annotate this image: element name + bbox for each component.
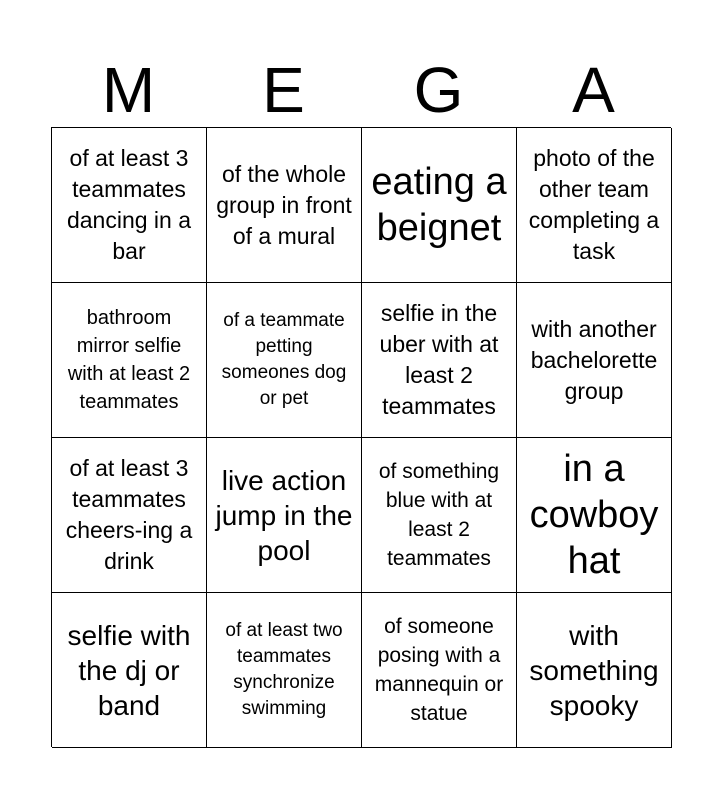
cell-text: of at least 3 teammates dancing in a bar	[66, 145, 192, 264]
cell-text: eating a beignet	[371, 161, 507, 249]
cell-text: of the whole group in front of a mural	[216, 160, 352, 249]
cell-text: of at least 3 teammates cheers-ing a drink	[65, 455, 193, 574]
cell-text: photo of the other team completing a task	[528, 145, 660, 264]
bingo-cell-r3-c2[interactable]	[207, 438, 362, 593]
bingo-cell-r4-c1[interactable]	[52, 593, 207, 748]
cell-text: of something blue with at least 2 teammates	[378, 460, 500, 570]
cell-text: live action jump in the pool	[215, 464, 353, 566]
cell-text: in a cowboy hat	[529, 448, 659, 582]
cell-text: with another bachelorette group	[530, 315, 658, 404]
cell-text: selfie in the uber with at least 2 teammates	[379, 300, 499, 419]
header-letter-e: E	[262, 54, 305, 126]
bingo-cell-r2-c1[interactable]	[52, 283, 207, 438]
cell-text: bathroom mirror selfie with at least 2 teammates	[67, 307, 191, 413]
bingo-grid	[51, 127, 671, 747]
bingo-cell-r3-c4[interactable]	[517, 438, 672, 593]
header-letter-g: G	[413, 54, 464, 126]
bingo-header	[51, 55, 671, 125]
cell-text: with something spooky	[529, 619, 659, 721]
bingo-cell-r3-c3[interactable]	[362, 438, 517, 593]
bingo-cell-r4-c3[interactable]	[362, 593, 517, 748]
bingo-cell-r1-c3[interactable]	[362, 128, 517, 283]
bingo-cell-r2-c4[interactable]	[517, 283, 672, 438]
cell-text: of at least two teammates synchronize swimming	[225, 620, 343, 719]
bingo-cell-r1-c2[interactable]	[207, 128, 362, 283]
bingo-cell-r3-c1[interactable]	[52, 438, 207, 593]
cell-text: selfie with the dj or band	[67, 619, 191, 721]
bingo-cell-r4-c4[interactable]	[517, 593, 672, 748]
bingo-cell-r2-c3[interactable]	[362, 283, 517, 438]
header-letter-a: A	[572, 54, 615, 126]
bingo-cell-r4-c2[interactable]	[207, 593, 362, 748]
cell-text: of someone posing with a mannequin or statue	[374, 615, 504, 725]
cell-text: of a teammate petting someones dog or pet	[221, 310, 347, 409]
bingo-cell-r2-c2[interactable]	[207, 283, 362, 438]
bingo-cell-r1-c4[interactable]	[517, 128, 672, 283]
bingo-cell-r1-c1[interactable]	[52, 128, 207, 283]
header-letter-m: M	[101, 54, 156, 126]
